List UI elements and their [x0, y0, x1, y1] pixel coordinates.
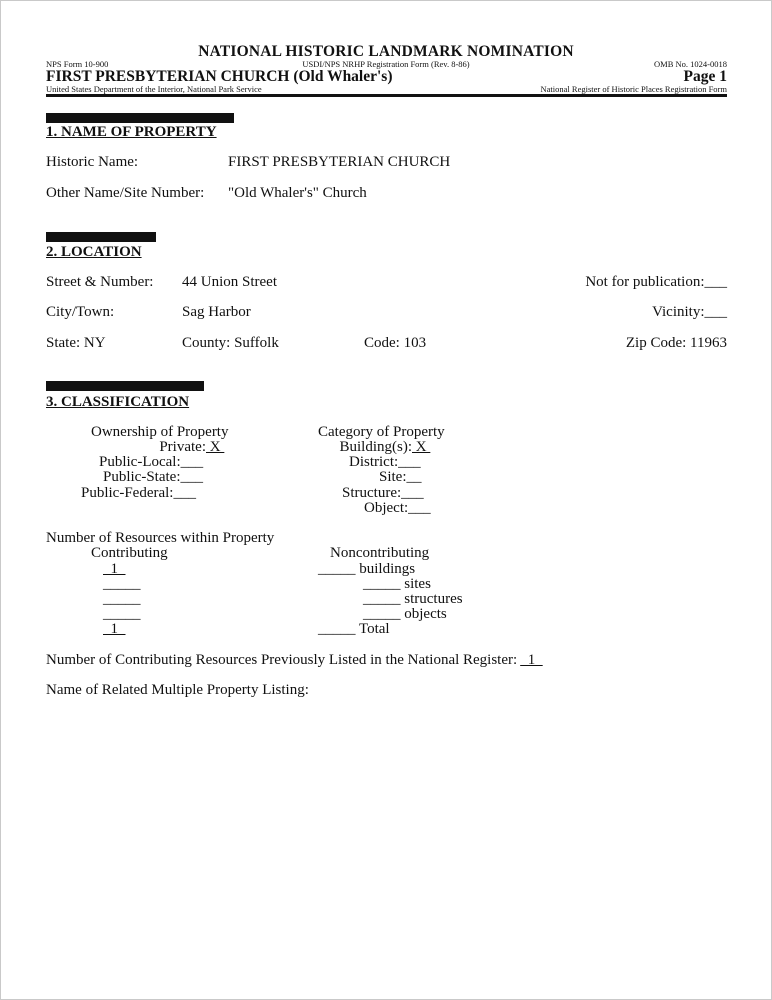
section-3-heading: 3. CLASSIFICATION: [46, 394, 190, 410]
noncontributing-structures: _____ structures: [363, 591, 463, 607]
section-1-heading: 1. NAME OF PROPERTY: [46, 124, 217, 140]
buildings-label: Building(s):: [339, 439, 412, 455]
noncontributing-objects: _____ objects: [363, 606, 447, 622]
contributing-total: 1: [103, 621, 126, 637]
street-value: 44 Union Street: [182, 274, 277, 290]
historic-name-label: Historic Name:: [46, 154, 139, 170]
section-3-bar: [46, 381, 204, 391]
object: Object:___: [364, 500, 431, 516]
noncontributing-total: _____ Total: [318, 621, 390, 637]
street-label: Street & Number:: [46, 274, 154, 290]
previously-listed-value: 1: [520, 652, 543, 668]
property-header: FIRST PRESBYTERIAN CHURCH (Old Whaler's): [46, 68, 393, 85]
section-2-bar: [46, 232, 156, 242]
page-number: Page 1: [683, 68, 727, 85]
zip-code: Zip Code: 11963: [625, 335, 727, 351]
registration-form-rev: USDI/NPS NRHP Registration Form (Rev. 8-86): [302, 59, 470, 69]
noncontributing-label: Noncontributing: [330, 545, 430, 561]
noncontributing-buildings: _____ buildings: [318, 561, 416, 577]
other-name-label: Other Name/Site Number:: [46, 185, 205, 201]
public-state: Public-State:___: [103, 469, 203, 485]
historic-name-value: FIRST PRESBYTERIAN CHURCH: [228, 154, 451, 170]
section-1-bar: [46, 113, 234, 123]
code: Code: 103: [364, 335, 427, 351]
omb-number: OMB No. 1024-0018: [654, 59, 727, 69]
previously-listed-label: Number of Contributing Resources Previously Listed in the National Register:: [46, 652, 518, 668]
private-label: Private:: [159, 439, 206, 455]
resources-title: Number of Resources within Property: [46, 530, 275, 546]
contributing-sites: _____: [103, 576, 141, 592]
section-2-heading: 2. LOCATION: [46, 244, 142, 260]
related-multiple-property-listing: Name of Related Multiple Property Listing:: [46, 682, 309, 698]
contributing-label: Contributing: [91, 545, 168, 561]
ownership-title: Ownership of Property: [91, 424, 229, 440]
department-line: United States Department of the Interior, National Park Service: [46, 84, 262, 94]
county: County: Suffolk: [182, 335, 279, 351]
buildings-value: X: [412, 439, 431, 455]
vicinity: Vicinity:___: [652, 304, 727, 320]
site: Site:__: [379, 469, 422, 485]
header-rule: [46, 94, 727, 97]
previously-listed: [46, 652, 543, 669]
contributing-structures: _____: [103, 591, 141, 607]
form-number: NPS Form 10-900: [46, 59, 109, 69]
other-name-value: "Old Whaler's" Church: [228, 185, 367, 201]
city-value: Sag Harbor: [182, 304, 251, 320]
noncontributing-sites: _____ sites: [363, 576, 431, 592]
city-label: City/Town:: [46, 304, 115, 320]
contributing-objects: _____: [103, 606, 141, 622]
register-form-line: National Register of Historic Places Registration Form: [540, 84, 727, 94]
not-for-publication: Not for publication:___: [585, 274, 727, 290]
state: State: NY: [46, 335, 106, 351]
private-value: X: [206, 439, 225, 455]
public-federal: Public-Federal:___: [81, 485, 196, 501]
category-title: Category of Property: [318, 424, 445, 440]
structure: Structure:___: [342, 485, 424, 501]
contributing-buildings: 1: [103, 561, 126, 577]
form-title: NATIONAL HISTORIC LANDMARK NOMINATION: [198, 43, 574, 60]
district: District:___: [349, 454, 421, 470]
public-local: Public-Local:___: [99, 454, 204, 470]
